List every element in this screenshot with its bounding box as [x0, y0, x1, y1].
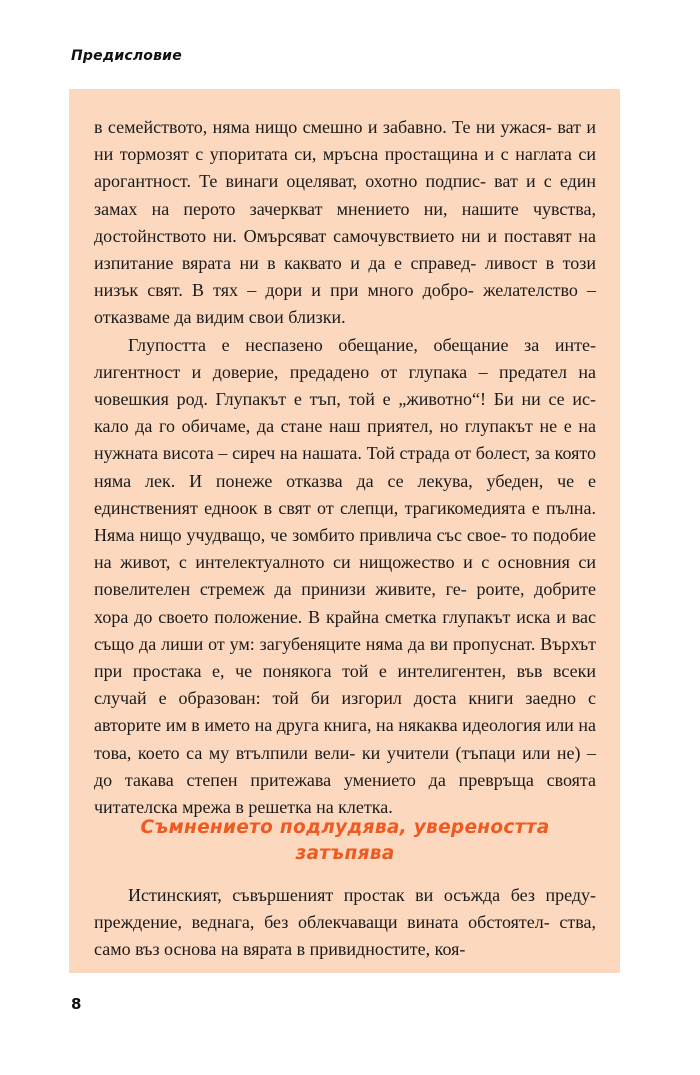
text-line: ства, само въз основа на вярата в привидностите, коя- [94, 912, 597, 960]
text-line: желателство – отказваме да видим свои близки. [94, 280, 596, 328]
text-line: Глупостта е неспазено обещание, обещание за инте- [128, 334, 596, 355]
paragraph-3 [94, 882, 596, 964]
text-line: ливост в този низък свят. В тях – дори и при много добро- [94, 253, 597, 301]
running-head: Предисловие [71, 48, 182, 64]
text-line: да ви пропуснат. Върхът при простака е, че понякога той е [94, 633, 597, 682]
text-block-1 [94, 114, 596, 821]
text-line: умението да превръща своята читателска мрежа в решетка [94, 769, 596, 818]
text-line: доста книги заедно с авторите им в името на друга книга, на [94, 688, 596, 736]
text-line: ки учители (тъпаци или не) – до такава степен притежава [94, 742, 597, 790]
paragraph-2 [94, 332, 596, 822]
text-line: човешкия род. Глупакът е тъп, той е „животно“! Би ни се ис- [94, 389, 596, 410]
text-line: ват и с един замах на перото зачеркват мнението ни, нашите [94, 171, 597, 219]
text-line: роите, добрите хора до своето положение. В крайна сметка [94, 579, 596, 627]
text-line: някаква идеология или на това, което са му втълпили вели- [94, 715, 596, 763]
text-line: с основния си повелителен стремеж да принизи живите, ге- [94, 552, 597, 600]
text-line: за която няма лек. И понеже отказва да се лекува, убеден, че [94, 443, 597, 491]
section-heading [94, 815, 596, 867]
text-line: на нужната висота – сиреч на нашата. Той страда от болест, [94, 416, 597, 464]
text-line: наглата си арогантност. Те винаги оцеляват, охотно подпис- [94, 144, 597, 192]
text-line: на клетка. [316, 797, 393, 818]
text-line: Истинският, съвършеният простак ви осъжда без преду- [128, 885, 596, 905]
text-line: преждение, веднага, без облекчаващи вината обстоятел- [94, 912, 550, 933]
text-block-2 [94, 882, 596, 964]
text-line: чувства, достойнството ни. Омърсяват самочувствието ни [94, 198, 596, 246]
text-line: кало да го обичаме, да стане наш приятел, но глупакът не е [94, 416, 572, 437]
text-line: е единственият едноок в свят от слепци, трагикомедията е [94, 470, 596, 518]
paragraph-1 [94, 114, 596, 332]
heading-line: затъпява [295, 843, 395, 864]
text-line: лигентност и доверие, предадено от глупака – предател на [94, 361, 596, 382]
text-line: в семейството, няма нищо смешно и забавно. Те ни ужася- [94, 117, 552, 137]
text-line: то подобие на живот, с интелектуалното си нищожество и [94, 525, 597, 573]
text-line: глупакът иска и вас също да лиши от ум: загубеняците няма [94, 606, 597, 654]
text-line: пълна. Няма нищо учудващо, че зомбито привлича със свое- [94, 497, 596, 546]
text-line: ват и ни тормозят с упоритата си, мръсна простащина и с [94, 117, 596, 165]
page-number: 8 [71, 995, 82, 1013]
text-line: и поставят на изпитание вярата ни в каквато и да е справед- [94, 225, 597, 274]
heading-line: Съмнението подлудява, увереността [140, 817, 550, 838]
text-line: интелигентен, във всеки случай е образован: той би изгорил [94, 661, 597, 709]
